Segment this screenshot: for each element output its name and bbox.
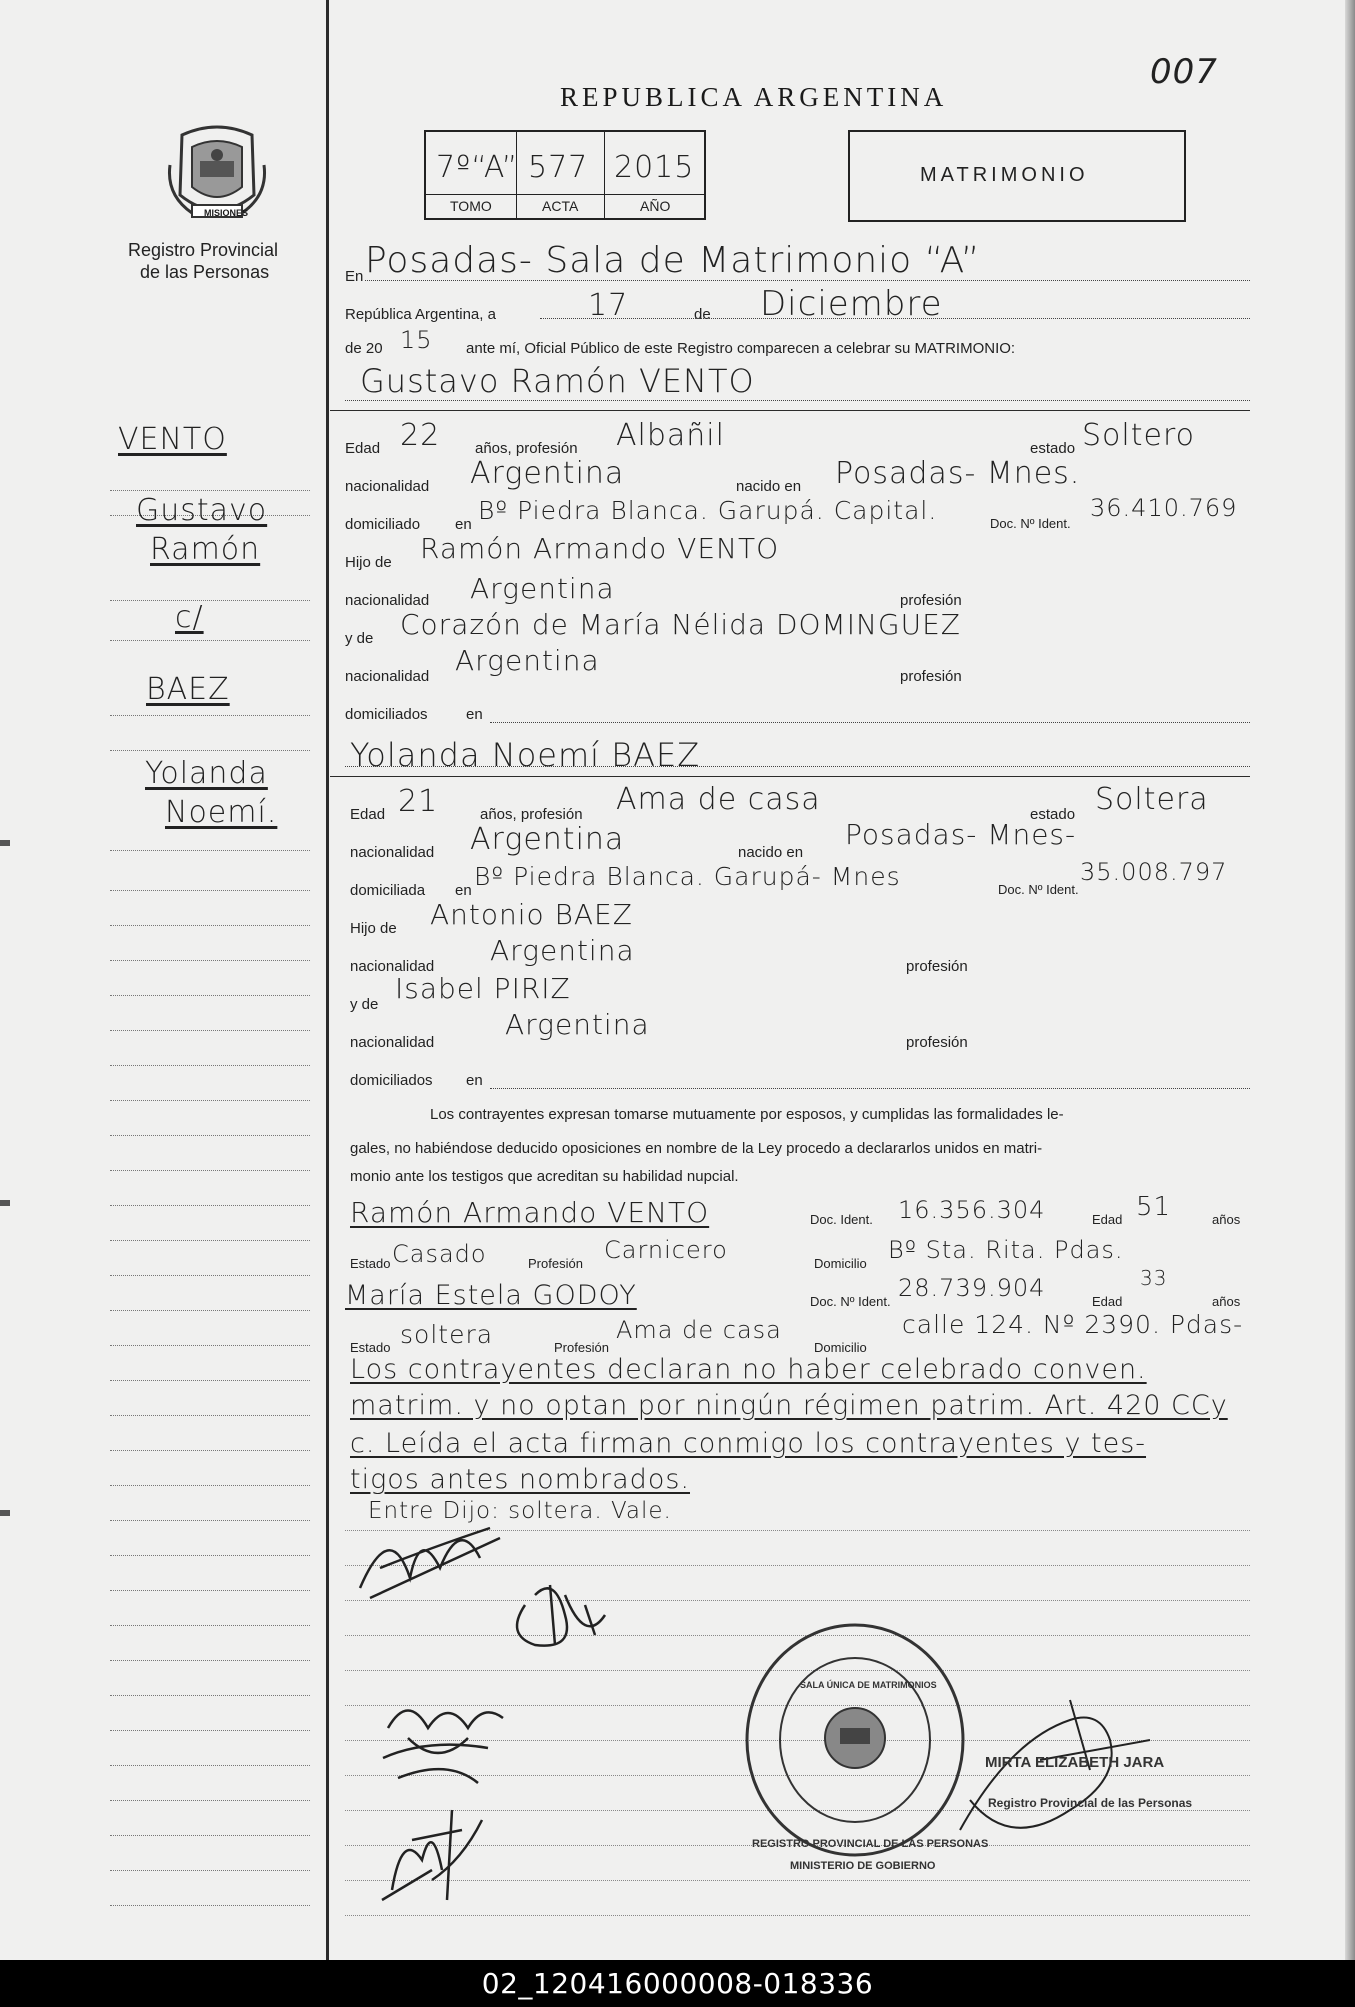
bride-nationality: Argentina: [470, 822, 625, 857]
country-title: REPUBLICA ARGENTINA: [560, 82, 948, 112]
groom-domiciliados-label: domiciliados: [345, 706, 428, 723]
ano-value: 2015: [614, 150, 695, 185]
bride-anios-profesion: años, profesión: [480, 806, 583, 823]
margin-rule: [326, 0, 329, 1960]
groom-nacido-label: nacido en: [736, 478, 802, 495]
bride-doc: 35.008.797: [1080, 858, 1228, 886]
groom-domiciliados-en: en: [466, 706, 483, 723]
witness1-age: 51: [1136, 1192, 1172, 1222]
bride-age: 21: [398, 784, 439, 819]
bride-domiciliados-en: en: [466, 1072, 483, 1089]
witness2-anios: años: [1212, 1294, 1241, 1309]
bride-profession: Ama de casa: [616, 782, 821, 817]
signature-witness1-icon: [368, 1688, 518, 1798]
witness1-estado-label: Estado: [350, 1256, 391, 1271]
bride-mother-nationality: Argentina: [505, 1008, 650, 1041]
bride-father: Antonio BAEZ: [430, 898, 633, 931]
scan-id-footer: 02_120416000008-018336: [0, 1960, 1355, 2007]
groom-mother-profesion-label: profesión: [900, 668, 962, 685]
binding-mark: [0, 1510, 10, 1516]
witness2-estado-label: Estado: [350, 1340, 391, 1355]
groom-anios-profesion: años, profesión: [475, 440, 578, 457]
bride-birthplace: Posadas- Mnes-: [845, 818, 1077, 851]
acta-label: ACTA: [542, 198, 579, 214]
tomo-value: 7º“A”: [436, 150, 519, 185]
place: Posadas- Sala de Matrimonio “A”: [365, 240, 981, 281]
groom-age: 22: [400, 418, 441, 453]
bride-name: Yolanda Noemí BAEZ: [350, 736, 701, 774]
official-name: MIRTA ELIZABETH JARA: [985, 1754, 1165, 1771]
bride-mother-profesion-label: profesión: [906, 1034, 968, 1051]
declaration-line1: Los contrayentes expresan tomarse mutuamente por esposos, y cumplidas las formalidades le-: [430, 1106, 1064, 1123]
margin-note: Yolanda: [145, 756, 268, 791]
groom-birthplace: Posadas- Mnes.: [835, 456, 1081, 491]
bride-father-nac-label: nacionalidad: [350, 958, 435, 975]
margin-note: Noemí.: [165, 795, 278, 830]
witness2-age: 33: [1140, 1266, 1168, 1290]
groom-mother-nationality: Argentina: [455, 644, 600, 677]
witness2-estado: soltera: [400, 1320, 494, 1349]
witness1-edad-label: Edad: [1092, 1212, 1123, 1227]
groom-en-label: en: [455, 516, 472, 533]
witness2-name: María Estela GODOY: [345, 1280, 637, 1311]
margin-note: VENTO: [118, 422, 227, 457]
groom-name: Gustavo Ramón VENTO: [360, 362, 755, 400]
bride-father-nationality: Argentina: [490, 934, 635, 967]
page-edge: [1345, 0, 1355, 1960]
stamp-bottom-text: MINISTERIO DE GOBIERNO: [790, 1860, 936, 1872]
note-line: tigos antes nombrados.: [350, 1464, 690, 1495]
year-prefix: de 20: [345, 340, 383, 357]
witness2-address: calle 124. Nº 2390. Pdas-: [902, 1310, 1244, 1339]
bride-address: Bº Piedra Blanca. Garupá- Mnes: [474, 862, 901, 891]
margin-note: Ramón: [150, 532, 261, 567]
bride-estado: Soltera: [1095, 782, 1209, 817]
groom-mother-nac-label: nacionalidad: [345, 668, 430, 685]
bride-father-profesion-label: profesión: [906, 958, 968, 975]
groom-estado: Soltero: [1082, 418, 1195, 453]
note-line: Los contrayentes declaran no haber celebrado conven.: [350, 1354, 1147, 1385]
official-title: Registro Provincial de las Personas: [988, 1796, 1193, 1810]
binding-mark: [0, 1200, 10, 1206]
bride-dom-label: domiciliada: [350, 882, 426, 899]
groom-yde-label: y de: [345, 630, 374, 647]
registry-name-line1: Registro Provincial: [128, 240, 279, 260]
groom-father-profesion-label: profesión: [900, 592, 962, 609]
signature-groom-icon: [350, 1508, 510, 1608]
witness1-profesion-label: Profesión: [528, 1256, 583, 1271]
witness2-profesion-label: Profesión: [554, 1340, 609, 1355]
groom-father-nac-label: nacionalidad: [345, 592, 430, 609]
tomo-label: TOMO: [450, 198, 492, 214]
groom-profession: Albañil: [616, 418, 725, 453]
groom-hijo-label: Hijo de: [345, 554, 392, 571]
marriage-day: 17: [588, 288, 629, 323]
official-stamp-icon: [740, 1620, 970, 1860]
bride-hijo-label: Hijo de: [350, 920, 397, 937]
groom-father-nationality: Argentina: [470, 572, 615, 605]
bride-mother-nac-label: nacionalidad: [350, 1034, 435, 1051]
margin-note: Gustavo: [136, 493, 268, 528]
witness1-domicilio-label: Domicilio: [814, 1256, 867, 1271]
groom-doc: 36.410.769: [1090, 494, 1238, 522]
witness2-edad-label: Edad: [1092, 1294, 1123, 1309]
groom-doc-label: Doc. Nº Ident.: [990, 516, 1071, 531]
witness1-anios: años: [1212, 1212, 1241, 1227]
declaration-line3: monio ante los testigos que acreditan su habilidad nupcial.: [350, 1168, 739, 1185]
bride-yde-label: y de: [350, 996, 379, 1013]
bride-doc-label: Doc. Nº Ident.: [998, 882, 1079, 897]
marriage-year: 15: [400, 326, 433, 354]
republica-label: República Argentina, a: [345, 306, 496, 323]
bride-mother: Isabel PIRIZ: [395, 972, 571, 1005]
doc-type-box: [848, 130, 1186, 222]
de-label: de: [694, 306, 711, 323]
witness1-estado: Casado: [392, 1240, 487, 1268]
groom-address: Bº Piedra Blanca. Garupá. Capital.: [478, 496, 938, 525]
doc-type: MATRIMONIO: [920, 164, 1089, 186]
note-line: matrim. y no optan por ningún régimen patrim. Art. 420 CCy: [350, 1390, 1228, 1421]
witness2-doc-label: Doc. Nº Ident.: [810, 1294, 891, 1309]
ano-label: AÑO: [640, 198, 671, 214]
witness2-doc: 28.739.904: [898, 1274, 1046, 1302]
marriage-month: Diciembre: [760, 284, 943, 324]
acta-value: 577: [528, 150, 589, 185]
bride-nac-label: nacionalidad: [350, 844, 435, 861]
witness1-doc: 16.356.304: [898, 1196, 1046, 1224]
groom-dom-label: domiciliado: [345, 516, 421, 533]
groom-nac-label: nacionalidad: [345, 478, 430, 495]
groom-nationality: Argentina: [470, 456, 625, 491]
signature-witness2-icon: [372, 1800, 492, 1910]
margin-note: c/: [175, 600, 204, 635]
signature-bride-icon: [495, 1555, 625, 1655]
note-line: c. Leída el acta firman conmigo los contrayentes y tes-: [350, 1428, 1147, 1459]
page-number: 007: [1150, 52, 1218, 92]
declaration-line2: gales, no habiéndose deducido oposiciones en nombre de la Ley procedo a declararlos unidos en matri-: [350, 1140, 1043, 1157]
logo-text: MISIONES: [204, 208, 249, 218]
bride-nacido-label: nacido en: [738, 844, 804, 861]
groom-mother: Corazón de María Nélida DOMINGUEZ: [400, 608, 961, 641]
note-line: Entre Dijo: soltera. Vale.: [368, 1498, 672, 1524]
witness2-domicilio-label: Domicilio: [814, 1340, 867, 1355]
en-label: En: [345, 268, 364, 285]
groom-father: Ramón Armando VENTO: [420, 532, 780, 565]
groom-estado-label: estado: [1030, 440, 1076, 457]
witness1-name: Ramón Armando VENTO: [350, 1196, 710, 1229]
bride-edad-label: Edad: [350, 806, 386, 823]
witness1-address: Bº Sta. Rita. Pdas.: [888, 1236, 1124, 1264]
bride-en-label: en: [455, 882, 472, 899]
margin-note: BAEZ: [146, 672, 230, 707]
binding-mark: [0, 840, 10, 846]
groom-edad-label: Edad: [345, 440, 381, 457]
tomo-acta-ano-box: [424, 130, 706, 220]
witness1-doc-label: Doc. Ident.: [810, 1212, 873, 1227]
stamp-inner-text: SALA ÚNICA DE MATRIMONIOS: [800, 1680, 937, 1690]
registry-name-line2: de las Personas: [140, 262, 270, 282]
intro-text: ante mí, Oficial Público de este Registro comparecen a celebrar su MATRIMONIO:: [466, 340, 1016, 357]
bride-estado-label: estado: [1030, 806, 1076, 823]
witness1-profession: Carnicero: [604, 1236, 728, 1264]
bride-domiciliados-label: domiciliados: [350, 1072, 433, 1089]
witness2-profession: Ama de casa: [616, 1316, 782, 1344]
stamp-outer-text-visible: REGISTRO PROVINCIAL DE LAS PERSONAS: [752, 1838, 989, 1850]
